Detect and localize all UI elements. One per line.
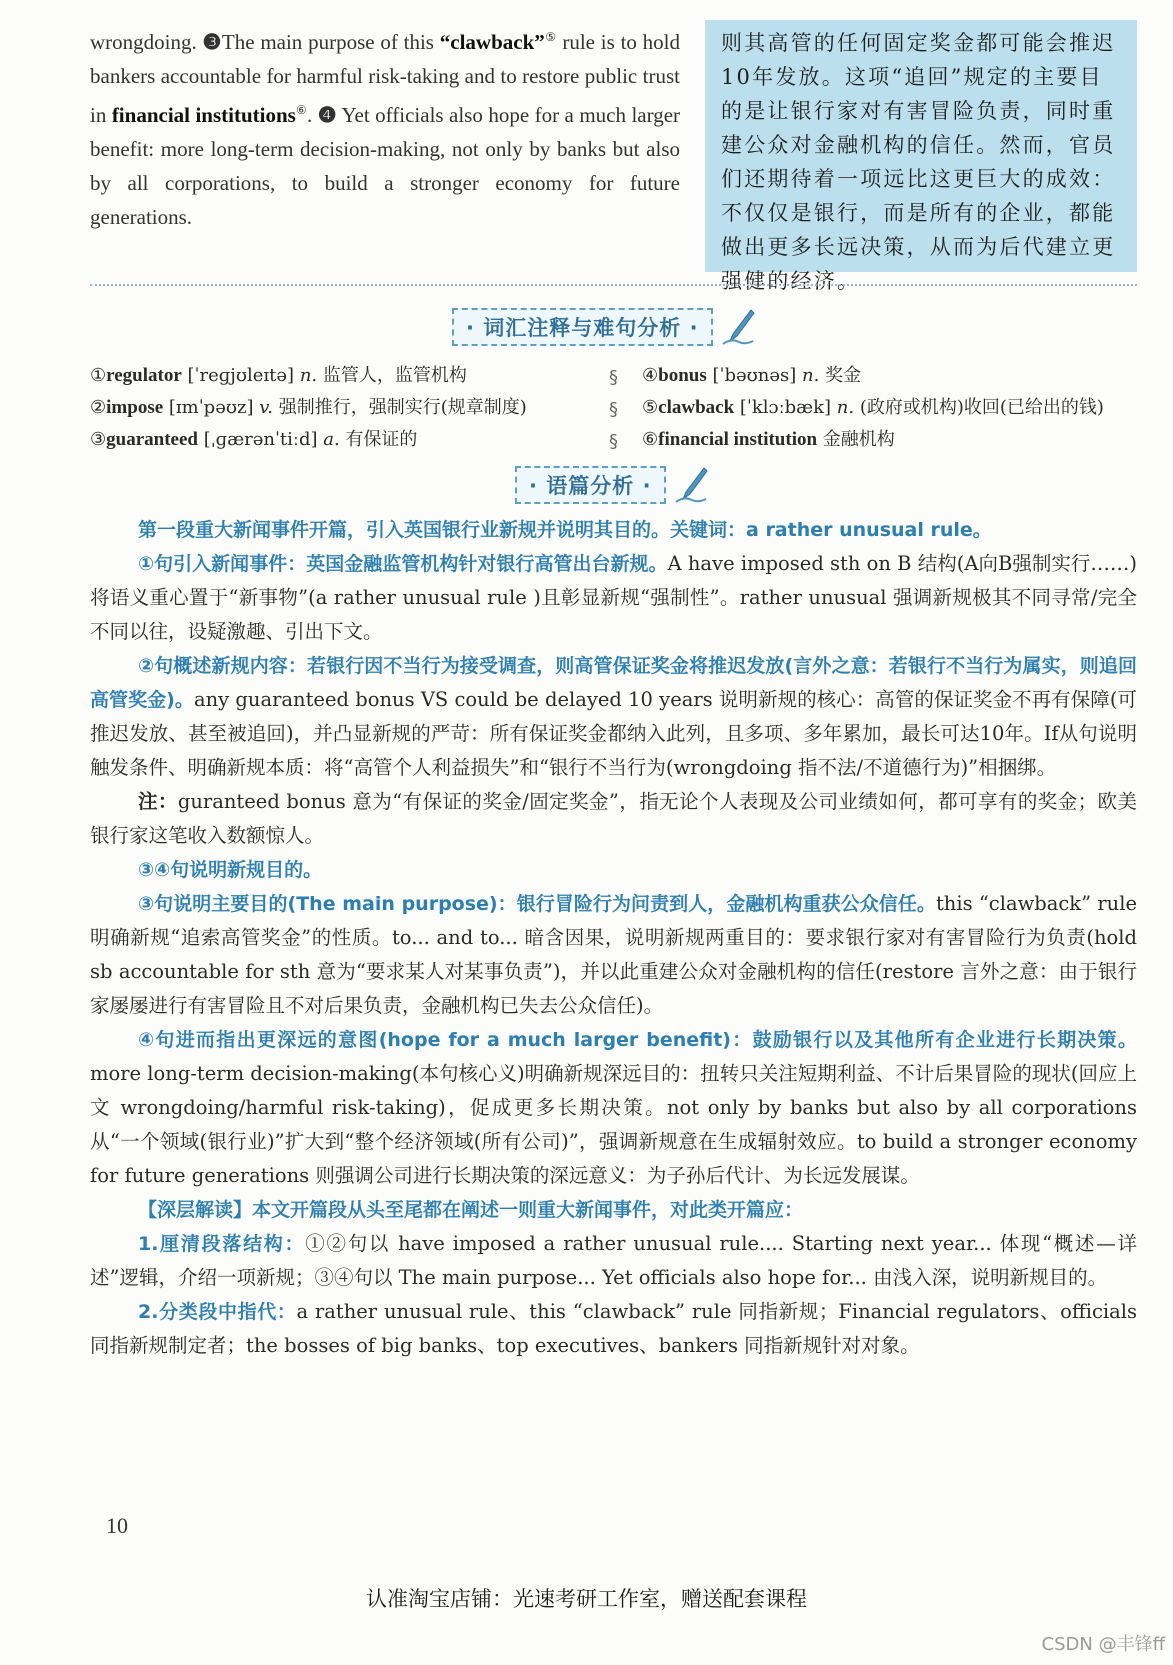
analysis-paragraph: 1.厘清段落结构：①②句以 have imposed a rather unusual rule.... Starting next year... 体现“概述—详述”逻辑，介绍一项新规；③④句以 The main purpose... Yet officials also hope for... 由浅入深，说明新规目的。: [90, 1232, 1137, 1289]
vocab-item: ③guaranteed [ˌɡærənˈtiːd] a. 有保证的: [90, 429, 418, 450]
passage-text: .: [307, 103, 313, 127]
passage-text: The main purpose of this: [221, 30, 434, 54]
analysis-section-header: [515, 466, 708, 504]
passage-text: Yet officials also hope for a much larger benefit: more long-term decision-making, not only by banks but also by all corporations, to build a stronger economy for future generations.: [90, 103, 681, 229]
vocab-separator: § § §: [609, 367, 618, 452]
analysis-paragraph: ①句引入新闻事件：英国金融监管机构针对银行高管出台新规。A have imposed sth on B 结构(A向B强制实行……)将语义重心置于“新事物”(a rather unusual rule )且彰显新规“强制性”。rather unusual 强调新规极其不同寻常/完全不同以往，设疑激趣、引出下文。: [90, 552, 1137, 643]
footnote-mark-5: ⑤: [544, 30, 557, 44]
vocab-item: ⑤clawback [ˈklɔːbæk] n. (政府或机构)收回(已给出的钱): [642, 397, 1104, 418]
pen-icon: [674, 466, 708, 504]
section-divider: [90, 284, 1137, 286]
analysis-paragraph: ③句说明主要目的(The main purpose)：银行冒险行为问责到人，金融机构重获公众信任。this “clawback” rule 明确新规“追索高管奖金”的性质。to... and to... 暗含因果，说明新规两重目的：要求银行家对有害冒险行为负责(hold sb accountable for sth 意为“要求某人对某事负责”)，并以此重建公众对金融机构的信任(restore 言外之意：由于银行家屡屡进行有害冒险且不对后果负责，金融机构已失去公众信任)。: [90, 892, 1137, 1017]
sentence-number-3: ❸: [202, 30, 222, 54]
note-paragraph: 注：guranteed bonus 意为“有保证的奖金/固定奖金”，指无论个人表现及公司业绩如何，都可享有的奖金；欧美银行家这笔收入数额惊人。: [90, 790, 1137, 847]
analysis-paragraph: ④句进而指出更深远的意图(hope for a much larger benefit)：鼓励银行以及其他所有企业进行长期决策。more long-term decision-making(本句核心义)明确新规深远目的：扭转只关注短期利益、不计后果冒险的现状(回应上文 wrongdoing/harmful risk-taking)，促成更多长期决策。not only by banks but also by all corporations 从“一个领域(银行业)”扩大到“整个经济领域(所有公司)”，强调新规意在生成辐射效应。to build a stronger economy for future generations 则强调公司进行长期决策的深远意义：为子孙后代计、为长远发展谋。: [90, 1029, 1137, 1187]
page-number: 10: [106, 1513, 128, 1538]
pen-icon: [721, 308, 755, 346]
footnote-mark-6: ⑥: [295, 103, 308, 117]
analysis-paragraph: ③④句说明新规目的。: [138, 859, 323, 881]
vocab-item: ⑥financial institution 金融机构: [642, 429, 895, 450]
vocab-section-header: [452, 308, 755, 346]
section-title: · 语篇分析 ·: [515, 466, 666, 504]
passage-chinese-translation: 则其高管的任何固定奖金都可能会推迟10年发放。这项“追回”规定的主要目的是让银行家对有害冒险负责，同时重建公众对金融机构的信任。然而，官员们还期待着一项远比这更巨大的成效：不仅仅是银行，而是所有的企业，都能做出更多长远决策，从而为后代建立更强健的经济。: [705, 20, 1137, 272]
vocab-list-left: [90, 360, 527, 456]
watermark: CSDN @丰锋ff: [1041, 1634, 1165, 1655]
footer-note: 认准淘宝店铺：光速考研工作室，赠送配套课程: [366, 1587, 807, 1611]
section-title: · 词汇注释与难句分析 ·: [452, 308, 713, 346]
passage-text: wrongdoing.: [90, 30, 197, 54]
vocab-item: ②impose [ɪmˈpəʊz] v. 强制推行，强制实行(规章制度): [90, 397, 527, 418]
analysis-paragraph: ②句概述新规内容：若银行因不当行为接受调查，则高管保证奖金将推迟发放(言外之意：若银行不当行为属实，则追回高管奖金)。any guaranteed bonus VS could be delayed 10 years 说明新规的核心：高管的保证奖金不再有保障(可推迟发放、甚至被追回)，并凸显新规的严苛：所有保证奖金都纳入此列，且多项、多年累加，最长可达10年。If从句说明触发条件、明确新规本质：将“高管个人利益损失”和“银行不当行为(wrongdoing 指不法/不道德行为)”相捆绑。: [90, 655, 1138, 779]
keyword-clawback: “clawback”: [439, 30, 545, 54]
keyword-financial-institutions: financial institutions: [111, 103, 296, 127]
vocab-item: ④bonus [ˈbəʊnəs] n. 奖金: [642, 365, 862, 386]
analysis-paragraph: 2.分类段中指代：a rather unusual rule、this “clawback” rule 同指新规；Financial regulators、officials 同指新规制定者；the bosses of big banks、top executives、bankers 同指新规针对对象。: [90, 1300, 1137, 1357]
vocab-list-right: [642, 360, 1104, 456]
passage-english: [90, 20, 680, 234]
deep-reading-heading: 【深层解读】本文开篇段从头至尾都在阐述一则重大新闻事件，对此类开篇应：: [138, 1199, 804, 1221]
discourse-analysis: [90, 513, 1137, 1363]
sentence-number-4: ❹: [317, 103, 337, 127]
vocab-item: ①regulator [ˈreɡjʊleɪtə] n. 监管人，监管机构: [90, 365, 467, 386]
passage-text: rule is to hold bankers accountable for harmful risk-taking and to restore public trust in: [90, 30, 681, 127]
analysis-paragraph: 第一段重大新闻事件开篇，引入英国银行业新规并说明其目的。关键词：a rather unusual rule。: [138, 519, 992, 541]
